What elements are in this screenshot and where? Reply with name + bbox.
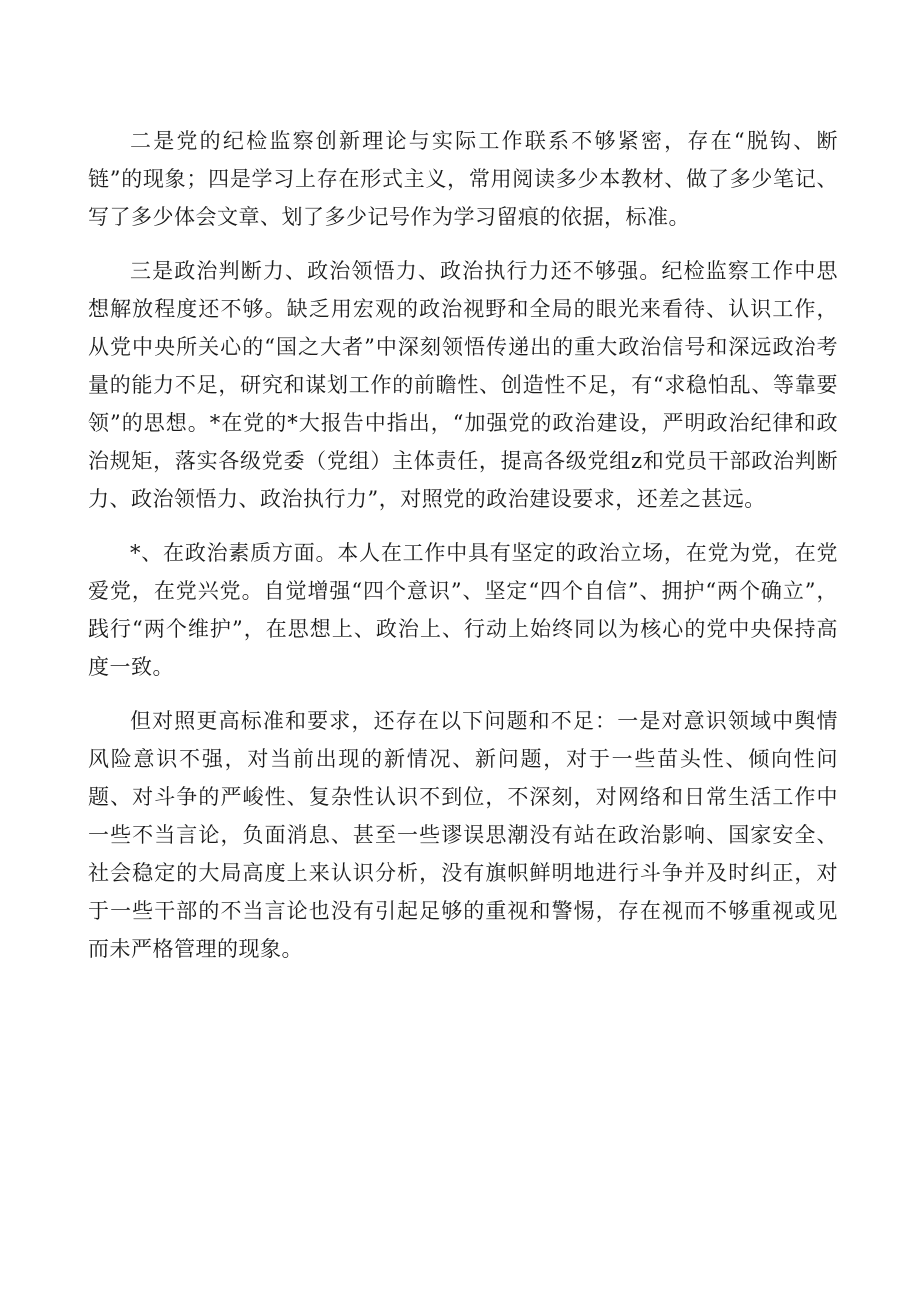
paragraph-1: 二是党的纪检监察创新理论与实际工作联系不够紧密，存在“脱钩、断链”的现象；四是学习上存在形式主义，常用阅读多少本教材、做了多少笔记、写了多少体会文章、划了多少记号作为学习留痕的依据，标准。 (88, 129, 838, 229)
document-body (88, 122, 838, 984)
paragraph-2: 三是政治判断力、政治领悟力、政治执行力还不够强。纪检监察工作中思想解放程度还不够。缺乏用宏观的政治视野和全局的眼光来看待、认识工作，从党中央所关心的“国之大者”中深刻领悟传递出的重大政治信号和深远政治考量的能力不足，研究和谋划工作的前瞻性、创造性不足，有“求稳怕乱、等靠要领”的思想。*在党的*大报告中指出，“加强党的政治建设，严明政治纪律和政治规矩，落实各级党委（党组）主体责任，提高各级党组z和党员干部政治判断力、政治领悟力、政治执行力”，对照党的政治建设要求，还差之甚远。 (88, 259, 838, 511)
paragraph-4: 但对照更高标准和要求，还存在以下问题和不足：一是对意识领域中舆情风险意识不强，对当前出现的新情况、新问题，对于一些苗头性、倾向性问题、对斗争的严峻性、复杂性认识不到位，不深刻，对网络和日常生活工作中一些不当言论，负面消息、甚至一些谬误思潮没有站在政治影响、国家安全、社会稳定的大局高度上来认识分析，没有旗帜鲜明地进行斗争并及时纠正，对于一些干部的不当言论也没有引起足够的重视和警惕，存在视而不够重视或见而未严格管理的现象。 (88, 709, 838, 961)
paragraph-3: *、在政治素质方面。本人在工作中具有坚定的政治立场，在党为党，在党爱党，在党兴党。自觉增强“四个意识”、坚定“四个自信”、拥护“两个确立”，践行“两个维护”，在思想上、政治上、行动上始终同以为核心的党中央保持高度一致。 (88, 541, 838, 679)
